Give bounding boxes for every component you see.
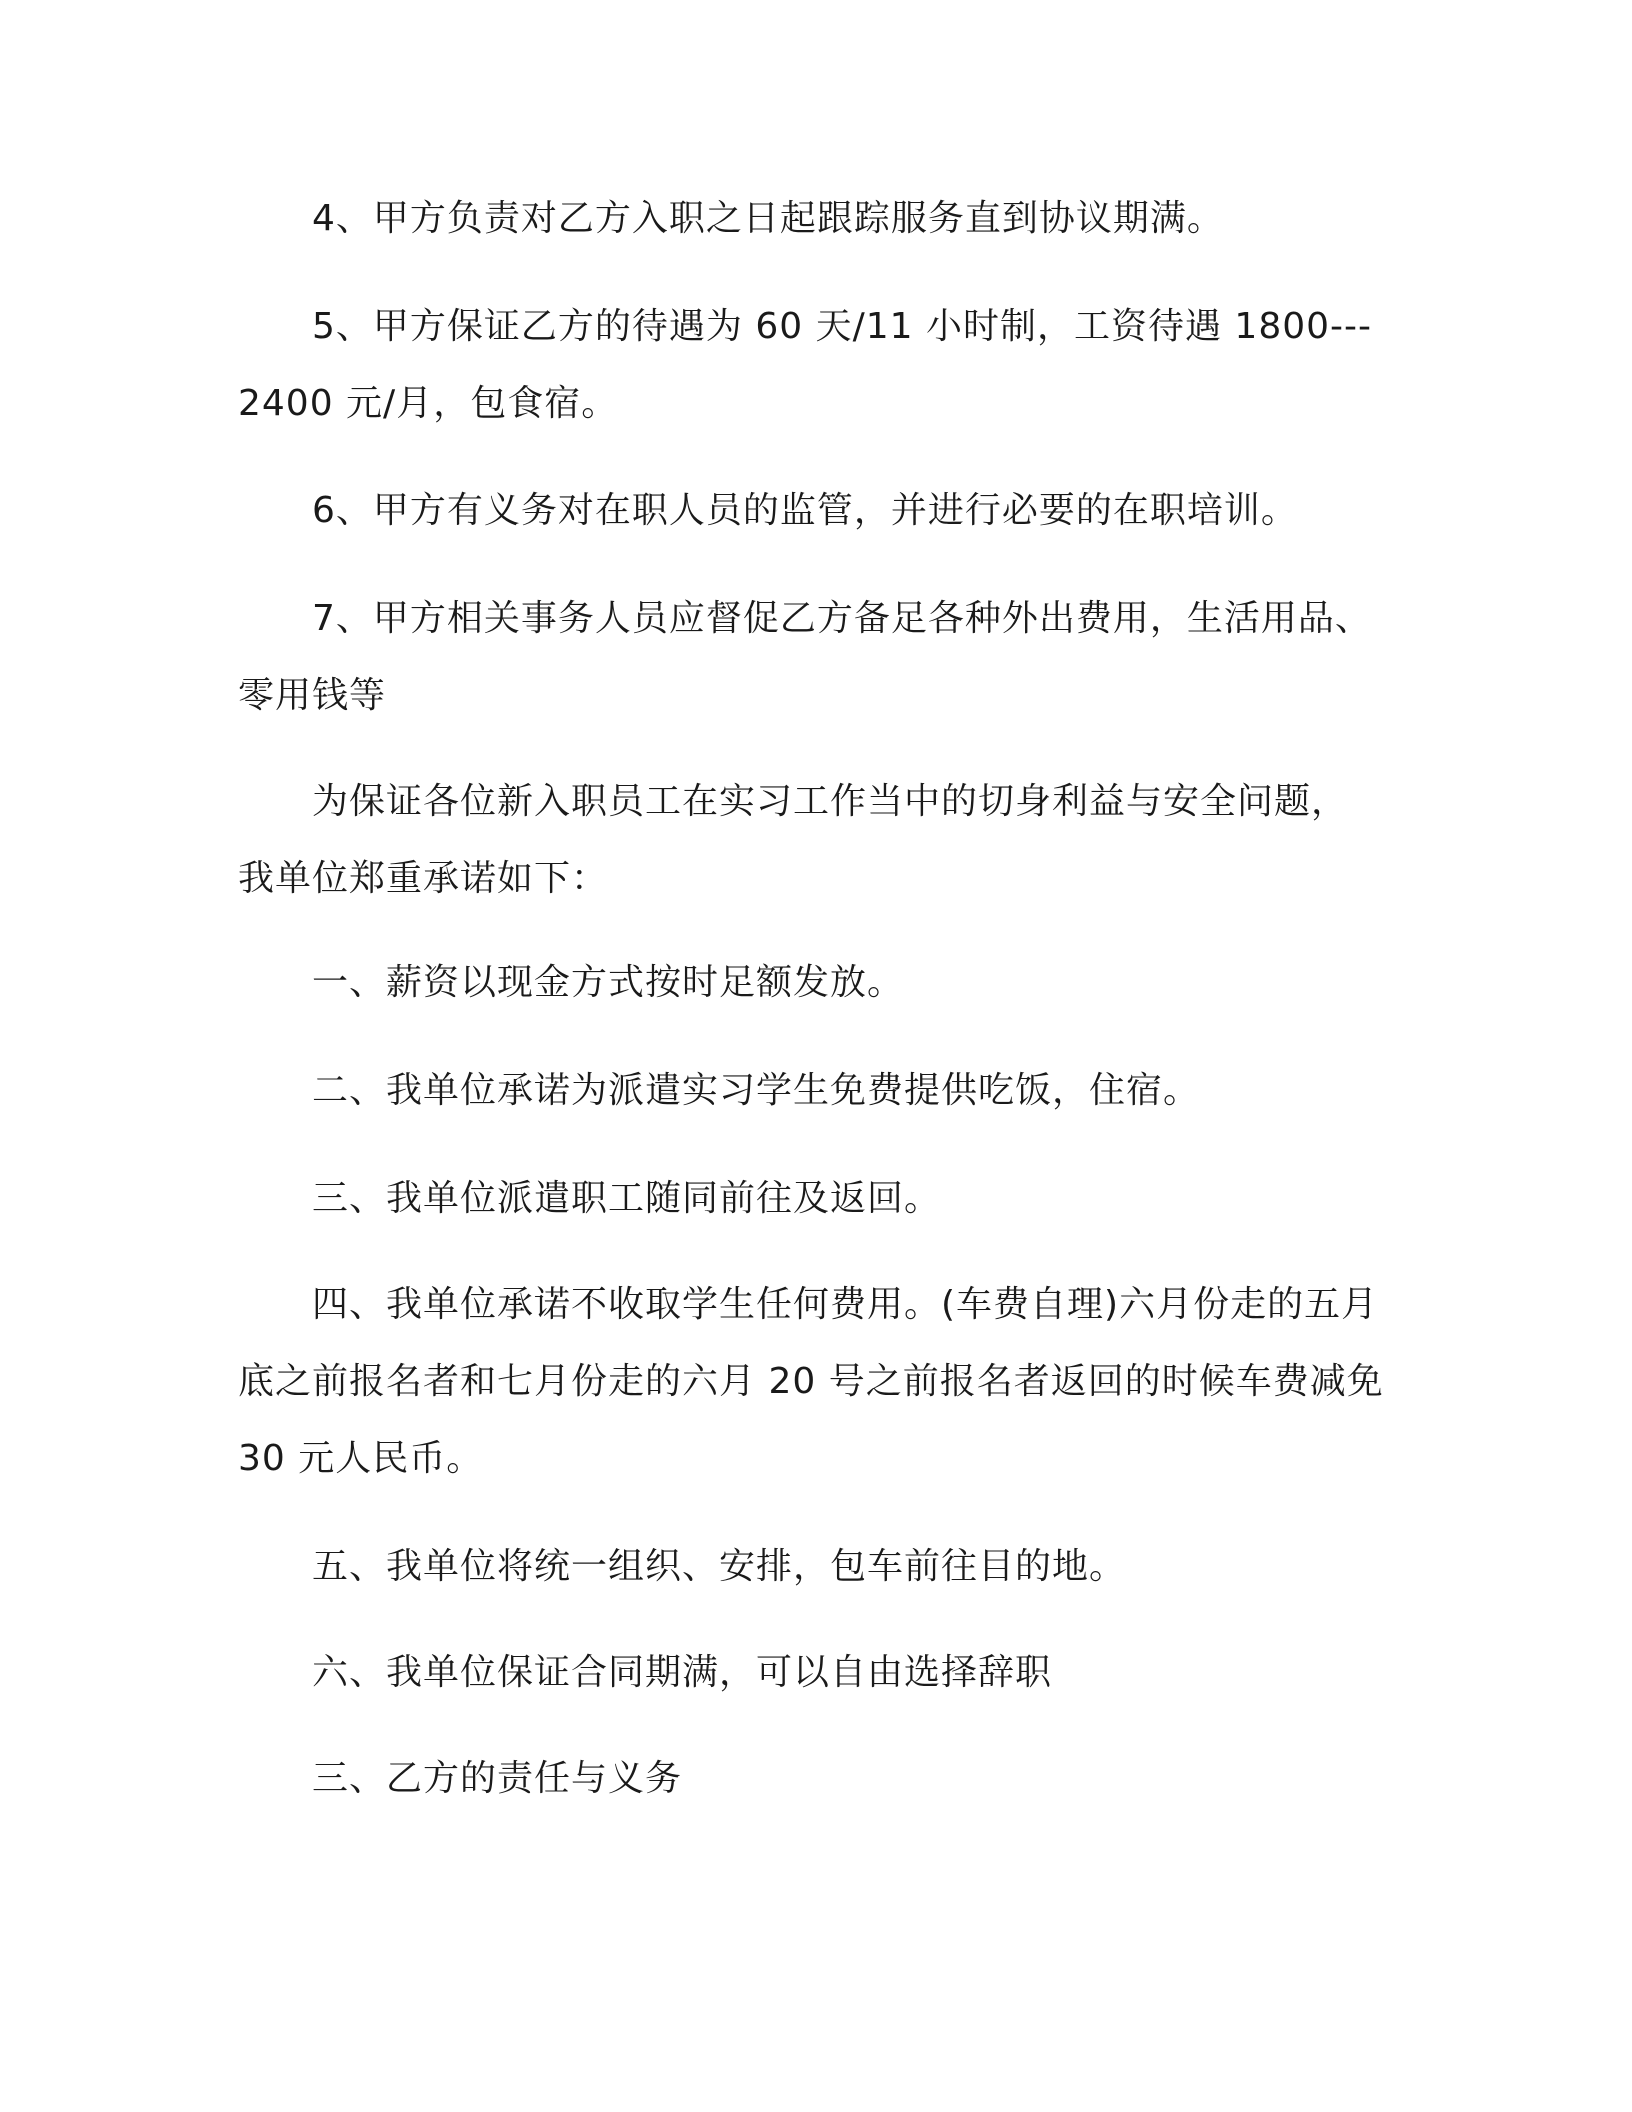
clause-6: [238, 472, 1388, 549]
paragraph-line: 零用钱等: [238, 675, 387, 716]
paragraph-line: 底之前报名者和七月份走的六月 20 号之前报名者返回的时候车费减免: [238, 1361, 1384, 1402]
commitment-6: [238, 1634, 1388, 1711]
paragraph-line: 30 元人民币。: [238, 1438, 484, 1479]
paragraph-line: 二、我单位承诺为派遣实习学生免费提供吃饭，住宿。: [312, 1070, 1201, 1111]
paragraph-line: 7、甲方相关事务人员应督促乙方备足各种外出费用，生活用品、: [312, 598, 1372, 639]
commitment-3: [238, 1160, 1388, 1237]
paragraph-line: 2400 元/月，包食宿。: [238, 383, 619, 424]
paragraph-line: 四、我单位承诺不收取学生任何费用。(车费自理)六月份走的五月: [312, 1284, 1379, 1325]
paragraph-line: 我单位郑重承诺如下：: [238, 858, 609, 899]
commitment-intro: [238, 763, 1388, 917]
section-heading-party-b: [238, 1740, 1388, 1817]
paragraph-line: 三、乙方的责任与义务: [312, 1758, 683, 1799]
commitment-1: [238, 944, 1388, 1021]
paragraph-line: 6、甲方有义务对在职人员的监管，并进行必要的在职培训。: [312, 490, 1298, 531]
clause-5: [238, 288, 1388, 442]
paragraph-line: 六、我单位保证合同期满，可以自由选择辞职: [312, 1652, 1053, 1693]
paragraph-line: 一、薪资以现金方式按时足额发放。: [312, 962, 905, 1003]
paragraph-line: 4、甲方负责对乙方入职之日起跟踪服务直到协议期满。: [312, 198, 1224, 239]
paragraph-line: 5、甲方保证乙方的待遇为 60 天/11 小时制，工资待遇 1800---: [312, 306, 1373, 347]
clause-4: [238, 180, 1388, 257]
commitment-5: [238, 1528, 1388, 1605]
paragraph-line: 五、我单位将统一组织、安排，包车前往目的地。: [312, 1546, 1127, 1587]
paragraph-line: 为保证各位新入职员工在实习工作当中的切身利益与安全问题，: [312, 781, 1349, 822]
commitment-4: [238, 1266, 1388, 1497]
paragraph-line: 三、我单位派遣职工随同前往及返回。: [312, 1178, 942, 1219]
clause-7: [238, 580, 1388, 734]
commitment-2: [238, 1052, 1388, 1129]
